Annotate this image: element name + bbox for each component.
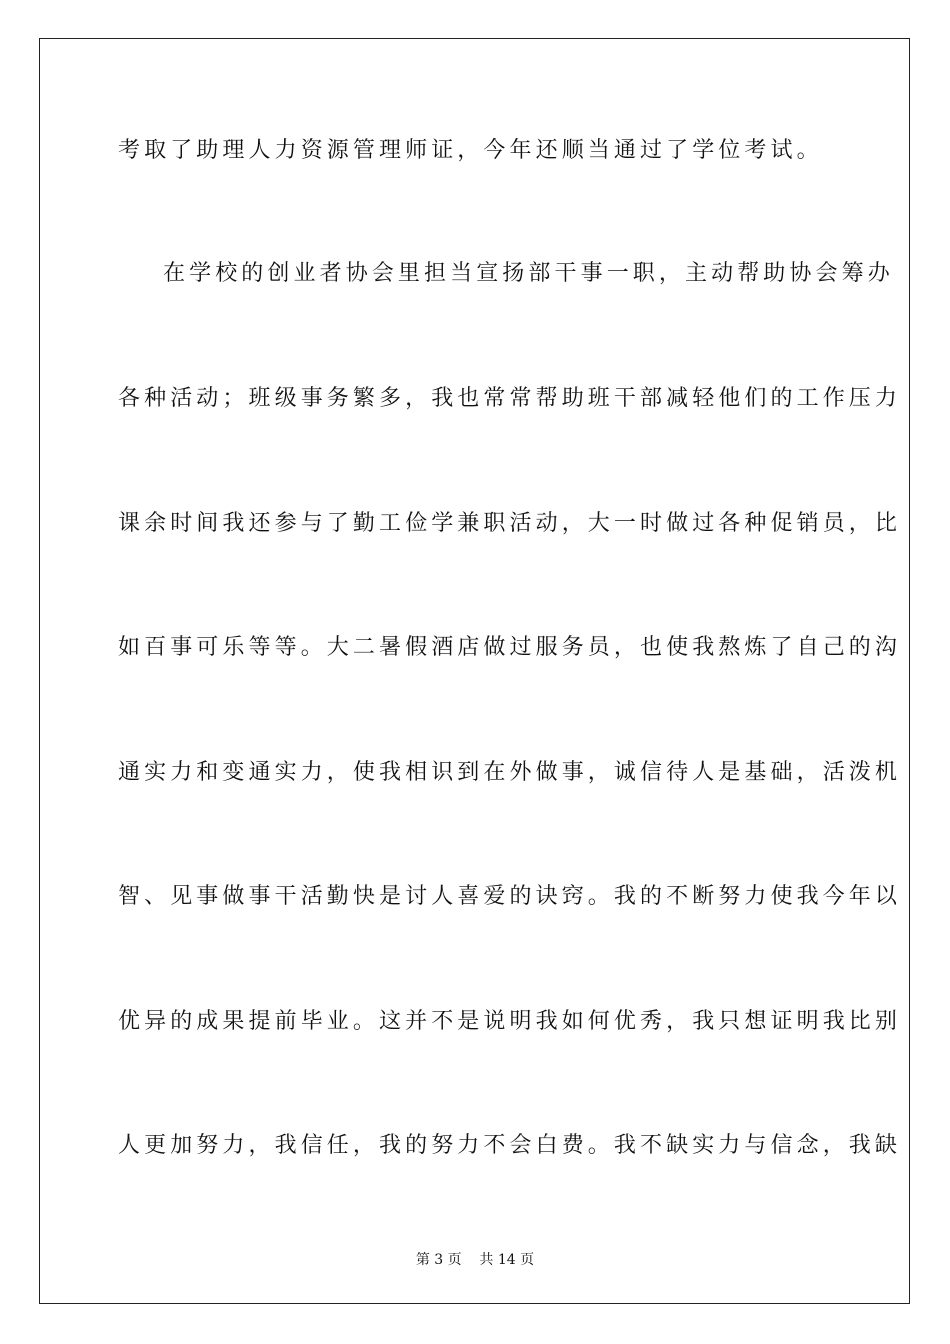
text-line-6: 通实力和变通实力，使我相识到在外做事，诚信待人是基础，活泼机	[118, 760, 902, 785]
text-line-1: 考取了助理人力资源管理师证，今年还顺当通过了学位考试。	[118, 138, 823, 163]
text-line-7: 智、见事做事干活勤快是讨人喜爱的诀窍。我的不断努力使我今年以	[118, 884, 902, 909]
text-line-8: 优异的成果提前毕业。这并不是说明我如何优秀，我只想证明我比别	[118, 1009, 902, 1034]
page-frame	[39, 38, 910, 1304]
page-number-footer: 第 3 页 共 14 页	[415, 1252, 535, 1268]
text-line-9: 人更加努力，我信任，我的努力不会白费。我不缺实力与信念，我缺	[118, 1133, 902, 1158]
text-line-2: 在学校的创业者协会里担当宣扬部干事一职，主动帮助协会筹办	[163, 261, 894, 286]
text-line-4: 课余时间我还参与了勤工俭学兼职活动，大一时做过各种促销员，比	[118, 511, 902, 536]
text-line-5: 如百事可乐等等。大二暑假酒店做过服务员，也使我熬炼了自己的沟	[118, 635, 902, 660]
text-line-3: 各种活动；班级事务繁多，我也常常帮助班干部减轻他们的工作压力	[118, 386, 902, 411]
